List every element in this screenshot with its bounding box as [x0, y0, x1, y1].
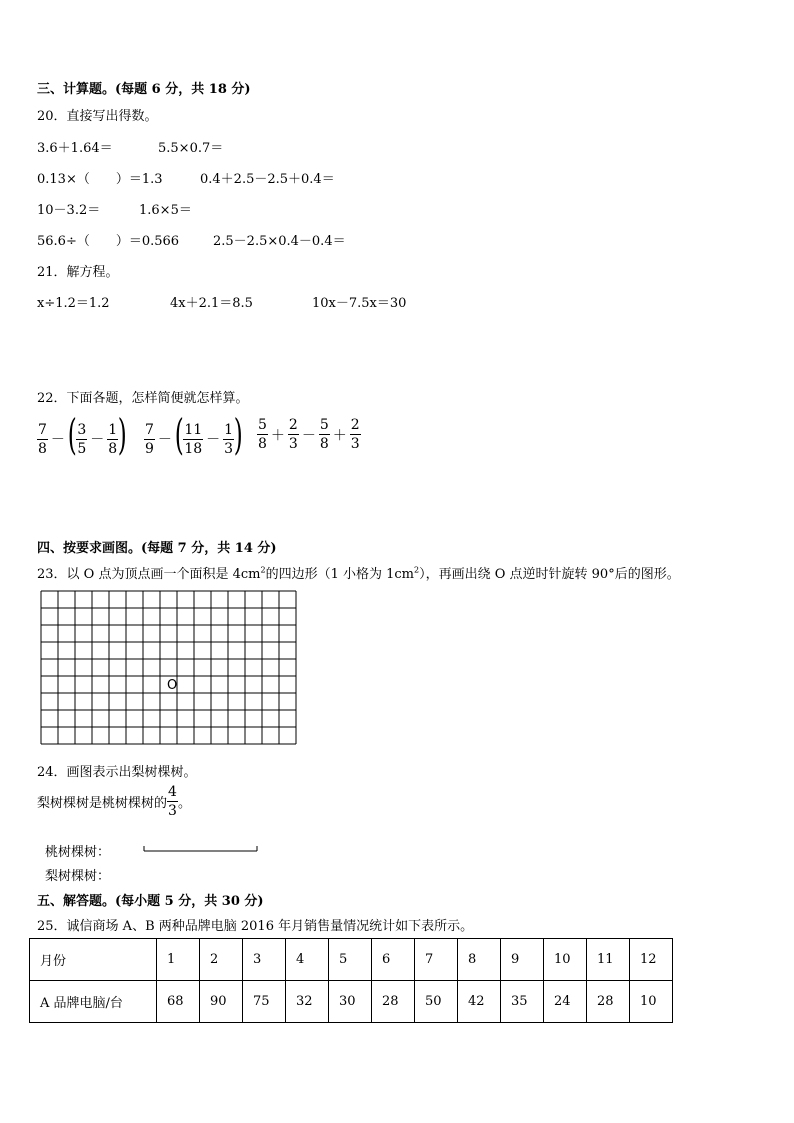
table-cell-value: 10 — [630, 981, 673, 1023]
table-cell-month: 12 — [630, 939, 673, 981]
table-cell-value: 90 — [200, 981, 243, 1023]
q21-eq1: x÷1.2＝1.2 — [37, 296, 110, 311]
fraction: $\frac{5}{8}$ — [258, 417, 267, 452]
table-cell-month: 7 — [415, 939, 458, 981]
fraction: $\frac{2}{3}$ — [288, 417, 298, 452]
q20-r4-a: 56.6÷（ ）＝0.566 — [37, 234, 180, 249]
table-cell-month: 6 — [372, 939, 415, 981]
table-header-label: 月份 — [30, 939, 157, 981]
table-cell-value: 30 — [329, 981, 372, 1023]
q21-eq3: 10x－7.5x＝30 — [312, 296, 407, 311]
table-cell-value: 35 — [501, 981, 544, 1023]
table-cell-month: 9 — [501, 939, 544, 981]
q21-eq2: 4x＋2.1＝8.5 — [170, 296, 253, 311]
q22-expr3: $\frac{5}{8}$ ＋ $\frac{2}{3}$ － $\frac{5}{8}$ ＋ $\frac{2}{3}$ — [258, 417, 360, 452]
section3-title: 三、计算题。(每题 6 分，共 18 分) — [37, 82, 251, 97]
table-cell-month: 1 — [157, 939, 200, 981]
peach-label: 桃树棵树： — [45, 845, 111, 860]
pear-label: 梨树棵树： — [45, 869, 111, 884]
q20-title: 20．直接写出得数。 — [37, 109, 158, 124]
fraction: $\frac{1}{8}$ — [108, 421, 118, 457]
q25-title: 25．诚信商场 A、B 两种品牌电脑 2016 年月销售量情况统计如下表所示。 — [37, 919, 474, 934]
peach-segment — [143, 845, 259, 855]
table-cell-value: 24 — [544, 981, 587, 1023]
fraction: $\frac{11}{18}$ — [184, 421, 203, 457]
q23-text: 23．以 O 点为顶点画一个面积是 $4cm^2$的四边形（1 小格为 $1cm^2$），再画出绕 O 点逆时针旋转 90°后的图形。 — [37, 565, 680, 582]
q24-title: 24．画图表示出梨树棵树。 — [37, 765, 197, 780]
q20-r3-b: 1.6×5＝ — [139, 203, 192, 218]
grid-origin-label: O — [167, 678, 178, 693]
q22-expr2: $\frac{7}{9}$ －( $\frac{11}{18}$ － $\frac{1}{3}$ ) — [145, 410, 243, 459]
table-cell-value: 68 — [157, 981, 200, 1023]
table-cell-value: 28 — [587, 981, 630, 1023]
table-cell-month: 10 — [544, 939, 587, 981]
fraction: $\frac{4}{3}$ — [168, 784, 177, 819]
table-row — [30, 939, 673, 981]
q20-r2-a: 0.13×（ ）＝1.3 — [37, 172, 163, 187]
fraction: $\frac{7}{8}$ — [38, 421, 47, 457]
table-row-label: A 品牌电脑/台 — [30, 981, 157, 1023]
table-cell-value: 42 — [458, 981, 501, 1023]
fraction: $\frac{7}{9}$ — [145, 421, 154, 457]
table-cell-value: 32 — [286, 981, 329, 1023]
q20-r3-a: 10－3.2＝ — [37, 203, 101, 218]
q21-title: 21．解方程。 — [37, 265, 119, 280]
q22-expr1: $\frac{7}{8}$ －( $\frac{3}{5}$ － $\frac{1}{8}$ ) — [38, 410, 127, 459]
table-cell-value: 50 — [415, 981, 458, 1023]
table-cell-month: 5 — [329, 939, 372, 981]
q20-r2-b: 0.4＋2.5－2.5＋0.4＝ — [200, 172, 335, 187]
table-cell-month: 8 — [458, 939, 501, 981]
square-grid[interactable] — [40, 590, 300, 746]
q20-r1-a: 3.6＋1.64＝ — [37, 141, 113, 156]
table-cell-month: 11 — [587, 939, 630, 981]
fraction: $\frac{5}{8}$ — [319, 417, 329, 452]
table-cell-month: 4 — [286, 939, 329, 981]
q22-title: 22．下面各题，怎样简便就怎样算。 — [37, 391, 249, 406]
sales-table — [29, 938, 673, 1023]
table-cell-month: 3 — [243, 939, 286, 981]
q20-r1-b: 5.5×0.7＝ — [158, 141, 224, 156]
table-row — [30, 981, 673, 1023]
q24-statement: 梨树棵树是桃树棵树的 $\frac{4}{3}$ 。 — [37, 784, 191, 819]
fraction: $\frac{3}{5}$ — [77, 421, 87, 457]
table-cell-value: 75 — [243, 981, 286, 1023]
fraction: $\frac{1}{3}$ — [224, 421, 234, 457]
section4-title: 四、按要求画图。(每题 7 分，共 14 分) — [37, 541, 277, 556]
table-cell-value: 28 — [372, 981, 415, 1023]
q20-r4-b: 2.5－2.5×0.4－0.4＝ — [213, 234, 346, 249]
table-cell-month: 2 — [200, 939, 243, 981]
fraction: $\frac{2}{3}$ — [350, 417, 360, 452]
section5-title: 五、解答题。(每小题 5 分，共 30 分) — [37, 894, 264, 909]
